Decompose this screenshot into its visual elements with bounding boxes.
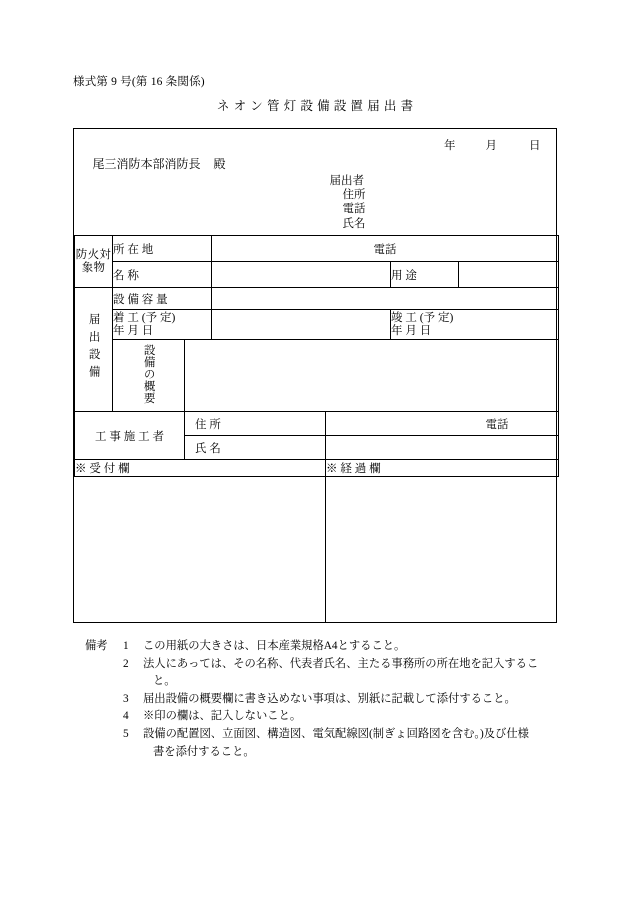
contractor-name-label xyxy=(185,436,326,460)
remarks-section xyxy=(85,638,585,761)
remarks-item xyxy=(85,726,585,761)
addressee-name: 尾三消防本部消防長 xyxy=(92,157,201,171)
submitter-name-label: 氏名 xyxy=(342,217,366,230)
location-tel-label: 電話 xyxy=(373,243,397,256)
location-value-cell[interactable] xyxy=(212,236,559,262)
table-row xyxy=(75,129,559,236)
reception-header-text: ※ 受 付 欄 xyxy=(75,463,130,475)
date-month-label: 月 xyxy=(485,140,497,152)
remarks-item-text: この用紙の大きさは、日本産業規格A4とすること。 xyxy=(143,640,406,652)
location-label-text: 所 在 地 xyxy=(113,243,154,256)
table-row xyxy=(75,236,559,262)
submitter-label: 届出者 xyxy=(329,175,364,187)
contractor-address-value[interactable] xyxy=(326,412,559,436)
outline-label xyxy=(113,340,185,412)
table-row xyxy=(75,262,559,288)
finish-date-label xyxy=(391,310,559,340)
start-date-label-line1: 着 工 (予 定) xyxy=(113,312,176,325)
page-title: ネオン管灯設備設置届出書 xyxy=(216,99,418,113)
contractor-name-value[interactable] xyxy=(326,436,559,460)
capacity-value[interactable] xyxy=(212,288,559,310)
remarks-item-number: 1 xyxy=(123,640,129,652)
usage-label-text: 用 途 xyxy=(391,269,417,282)
remarks-item-number: 2 xyxy=(123,657,129,670)
remarks-item-text: 届出設備の概要欄に書き込めない事項は、別紙に記載して添付すること。 xyxy=(143,692,516,705)
building-name-label-text: 名 称 xyxy=(113,269,139,282)
remarks-item-continuation: 書を添付すること。 xyxy=(153,745,255,758)
form-number: 様式第 9 号(第 16 条関係) xyxy=(73,76,205,88)
remarks-item-text: ※印の欄は、記入しないこと。 xyxy=(143,710,302,723)
contractor-address-label xyxy=(185,412,326,436)
remarks-item-number: 3 xyxy=(123,692,129,705)
contractor-label xyxy=(75,412,185,460)
date-line xyxy=(444,137,541,153)
contractor-label-text: 工 事 施 工 者 xyxy=(95,430,164,443)
building-vertical-label xyxy=(75,236,113,288)
table-row xyxy=(75,460,559,477)
building-name-label xyxy=(113,262,212,288)
table-row xyxy=(75,477,559,622)
capacity-label xyxy=(113,288,212,310)
outline-label-text: 設備の概要 xyxy=(142,344,155,404)
building-name-value[interactable] xyxy=(212,262,391,288)
location-label xyxy=(113,236,212,262)
form-table xyxy=(73,128,557,623)
progress-box[interactable] xyxy=(326,477,559,622)
table-row xyxy=(75,340,559,412)
progress-header xyxy=(326,460,559,477)
submitter-block xyxy=(330,174,366,231)
remarks-item-number: 5 xyxy=(123,727,129,740)
contractor-name-label-text: 氏 名 xyxy=(195,442,221,455)
equipment-vertical-label xyxy=(75,288,113,412)
remarks-item-number: 4 xyxy=(123,710,129,723)
header-block-cell xyxy=(75,129,559,236)
submitter-tel-label: 電話 xyxy=(342,203,366,216)
addressee-line xyxy=(93,155,226,172)
start-date-label xyxy=(113,310,212,340)
date-day-label: 日 xyxy=(529,140,541,152)
finish-date-label-line1: 竣 工 (予 定) xyxy=(391,312,454,325)
remarks-item-text xyxy=(143,656,585,691)
reception-box[interactable] xyxy=(75,477,326,622)
contractor-tel-label: 電話 xyxy=(485,418,509,431)
remarks-item-text-main: 設備の配置図、立面図、構造図、電気配線図(制ぎょ回路図を含む。)及び仕様 xyxy=(143,727,529,740)
equipment-vertical-label-text: 届出設備 xyxy=(87,313,100,383)
table-row xyxy=(75,288,559,310)
remarks-item xyxy=(85,708,585,726)
reception-header xyxy=(75,460,326,477)
remarks-item-text-main: 法人にあっては、その名称、代表者氏名、主たる事務所の所在地を記入するこ xyxy=(143,657,539,670)
addressee-honorific: 殿 xyxy=(213,157,226,171)
remarks-item xyxy=(85,638,585,656)
start-date-value[interactable] xyxy=(212,310,391,340)
finish-date-label-line2: 年 月 日 xyxy=(391,324,432,337)
usage-label xyxy=(391,262,459,288)
table-row xyxy=(75,412,559,436)
usage-value[interactable] xyxy=(459,262,559,288)
date-year-label: 年 xyxy=(444,140,456,152)
progress-header-text: ※ 経 過 欄 xyxy=(326,463,381,475)
remarks-heading: 備考 xyxy=(85,640,108,652)
remarks-item xyxy=(85,691,585,709)
table-row xyxy=(75,310,559,340)
outline-value[interactable] xyxy=(185,340,559,412)
capacity-label-text: 設 備 容 量 xyxy=(113,293,168,306)
remarks-item-text xyxy=(143,726,585,761)
building-vertical-label-text: 防火対象物 xyxy=(75,248,112,274)
submitter-address-label: 住所 xyxy=(342,189,366,202)
start-date-label-line2: 年 月 日 xyxy=(113,324,154,337)
remarks-item-continuation: と。 xyxy=(153,675,176,688)
remarks-item xyxy=(85,656,585,691)
contractor-address-label-text: 住 所 xyxy=(195,418,221,431)
